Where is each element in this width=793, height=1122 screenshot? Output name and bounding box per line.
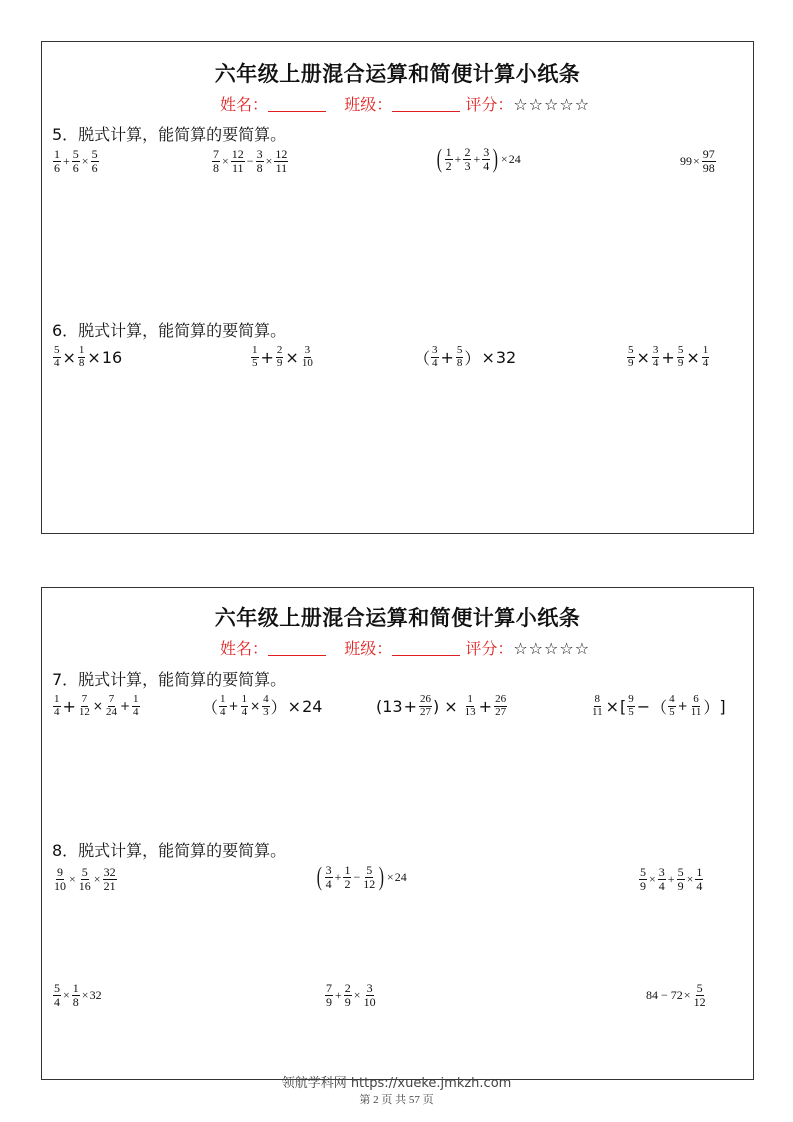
numerator: 1 xyxy=(54,147,60,161)
math-token: + xyxy=(334,869,342,884)
denominator: 9 xyxy=(677,878,684,893)
question-5-title: 5．脱式计算，能简算的要简算。 xyxy=(52,125,287,144)
math-token: × xyxy=(636,347,650,367)
fraction xyxy=(53,982,61,1008)
denominator: 21 xyxy=(103,878,116,893)
worksheet-card-1 xyxy=(41,41,754,534)
fraction xyxy=(363,982,377,1008)
denominator: 5 xyxy=(252,356,258,369)
denominator: 4 xyxy=(133,705,139,718)
fraction xyxy=(693,982,707,1008)
denominator: 12 xyxy=(693,994,706,1009)
math-token: 16 xyxy=(101,347,123,367)
numerator: 8 xyxy=(594,693,601,705)
fraction xyxy=(53,694,61,718)
student-info-line xyxy=(220,636,590,659)
name-label: 姓名： xyxy=(220,639,269,658)
math-token: × xyxy=(63,987,70,1002)
denominator: 8 xyxy=(256,160,263,175)
math-token: + xyxy=(260,347,274,367)
score-stars: ☆☆☆☆☆ xyxy=(513,95,591,114)
denominator: 2 xyxy=(445,158,452,173)
math-token: 24 xyxy=(394,869,407,884)
fraction xyxy=(72,982,80,1008)
denominator: 8 xyxy=(72,994,79,1009)
numerator: 3 xyxy=(304,344,311,356)
math-token: 32 xyxy=(89,987,102,1002)
denominator: 4 xyxy=(652,356,659,369)
denominator: 4 xyxy=(220,705,226,718)
score-label: 评分： xyxy=(465,639,514,658)
denominator: 11 xyxy=(592,705,603,718)
q7-expression-1 xyxy=(52,694,141,718)
numerator: 2 xyxy=(276,344,283,356)
denominator: 27 xyxy=(420,705,432,718)
fraction xyxy=(463,146,471,172)
numerator: 1 xyxy=(78,344,85,356)
numerator: 1 xyxy=(72,981,79,995)
fraction xyxy=(690,694,703,718)
q7-expression-4 xyxy=(590,694,726,718)
fraction xyxy=(658,866,666,892)
denominator: 3 xyxy=(464,158,471,173)
math-token: + xyxy=(403,696,418,716)
math-token: × xyxy=(481,347,495,367)
fraction xyxy=(72,148,80,174)
q8-expression-1 xyxy=(52,866,118,892)
class-label: 班级： xyxy=(344,95,393,114)
math-token: + xyxy=(335,987,342,1002)
denominator: 12 xyxy=(363,876,376,891)
numerator: 3 xyxy=(432,344,438,356)
numerator: 5 xyxy=(640,865,646,879)
math-token: − xyxy=(636,696,651,716)
math-token: + xyxy=(119,699,131,714)
math-token: ) xyxy=(492,144,499,174)
denominator: 5 xyxy=(628,705,634,718)
q8-expression-2 xyxy=(315,864,407,890)
fraction xyxy=(431,345,439,369)
denominator: 4 xyxy=(54,994,60,1009)
question-8-title: 8．脱式计算，能简算的要简算。 xyxy=(52,841,287,860)
fraction xyxy=(639,866,647,892)
fraction xyxy=(445,146,453,172)
q6-expression-4 xyxy=(626,345,710,369)
q7-expression-3 xyxy=(376,694,508,718)
math-token: − xyxy=(661,987,668,1002)
student-info-line xyxy=(220,92,590,115)
denominator: 10 xyxy=(301,356,313,369)
question-7-title: 7．脱式计算，能简算的要简算。 xyxy=(52,670,287,689)
math-token: × xyxy=(686,871,694,886)
q6-expression-3 xyxy=(414,345,516,369)
math-token: × xyxy=(222,153,229,168)
numerator: 26 xyxy=(495,693,507,705)
numerator: 5 xyxy=(81,865,88,879)
numerator: 7 xyxy=(213,147,219,161)
math-token: − xyxy=(353,869,361,884)
numerator: 12 xyxy=(231,147,244,161)
math-token: × xyxy=(93,871,101,886)
numerator: 4 xyxy=(263,693,269,705)
numerator: 97 xyxy=(702,147,715,161)
numerator: 6 xyxy=(693,693,699,705)
denominator: 5 xyxy=(669,705,675,718)
q8-expression-5 xyxy=(324,982,378,1008)
denominator: 16 xyxy=(78,878,91,893)
denominator: 10 xyxy=(54,878,66,893)
math-token: × xyxy=(353,987,361,1002)
denominator: 27 xyxy=(495,705,507,718)
math-token: × xyxy=(693,153,700,168)
fraction xyxy=(301,345,314,369)
denominator: 11 xyxy=(232,160,244,175)
fraction xyxy=(78,694,91,718)
numerator: 5 xyxy=(628,344,634,356)
denominator: 6 xyxy=(91,160,98,175)
math-token: ] xyxy=(719,696,726,716)
fraction xyxy=(702,148,716,174)
q8-expression-6 xyxy=(646,982,708,1008)
numerator: 9 xyxy=(57,865,63,879)
q8-expression-3 xyxy=(638,866,704,892)
numerator: 2 xyxy=(344,981,351,995)
numerator: 5 xyxy=(677,865,684,879)
denominator: 6 xyxy=(72,160,79,175)
numerator: 9 xyxy=(628,693,634,705)
denominator: 4 xyxy=(702,356,709,369)
denominator: 4 xyxy=(54,705,60,718)
numerator: 7 xyxy=(81,693,88,705)
math-token: + xyxy=(677,699,688,714)
denominator: 11 xyxy=(275,160,288,175)
math-token: × xyxy=(649,871,656,886)
denominator: 24 xyxy=(105,705,117,718)
numerator: 1 xyxy=(241,693,248,705)
fraction xyxy=(103,866,117,892)
math-token: × xyxy=(683,987,691,1002)
denominator: 2 xyxy=(344,876,351,891)
name-label: 姓名： xyxy=(220,95,269,114)
numerator: 32 xyxy=(103,865,116,879)
denominator: 13 xyxy=(464,705,476,718)
fraction xyxy=(251,345,259,369)
math-token: − xyxy=(246,153,254,168)
denominator: 4 xyxy=(483,158,490,173)
score-label: 评分： xyxy=(465,95,514,114)
denominator: 9 xyxy=(628,356,634,369)
denominator: 10 xyxy=(363,994,376,1009)
fraction xyxy=(362,864,376,890)
fraction xyxy=(494,694,507,718)
math-token: ) xyxy=(378,862,385,892)
math-token: × xyxy=(265,153,273,168)
math-token: ) xyxy=(433,696,440,716)
denominator: 4 xyxy=(54,356,60,369)
math-token: ( xyxy=(436,144,442,174)
numerator: 1 xyxy=(344,863,351,877)
denominator: 4 xyxy=(325,876,332,891)
denominator: 9 xyxy=(344,994,351,1009)
fraction xyxy=(219,694,227,718)
math-token: × xyxy=(250,699,261,714)
math-token: × xyxy=(87,347,101,367)
math-token: ） xyxy=(270,697,287,717)
numerator: 2 xyxy=(464,145,471,159)
watermark-link[interactable]: 领航学科网 https://xueke.jmkzh.com xyxy=(281,1076,512,1091)
denominator: 4 xyxy=(432,356,438,369)
q6-expression-1 xyxy=(52,345,122,369)
sheet-title: 六年级上册混合运算和简便计算小纸条 xyxy=(214,62,581,86)
math-token: + xyxy=(228,699,239,714)
math-token: （ xyxy=(414,348,431,368)
math-token: × xyxy=(287,696,302,716)
denominator: 98 xyxy=(702,160,715,175)
math-token: ） xyxy=(464,348,481,368)
math-token: + xyxy=(667,871,675,886)
math-token: ( xyxy=(376,696,383,716)
math-token: × xyxy=(81,153,89,168)
denominator: 9 xyxy=(640,878,646,893)
fraction xyxy=(652,345,660,369)
math-token: × xyxy=(444,696,458,716)
math-token: （ xyxy=(651,697,668,717)
math-token: 99 xyxy=(680,153,692,168)
fraction xyxy=(53,345,61,369)
denominator: 11 xyxy=(690,705,702,718)
numerator: 5 xyxy=(54,981,60,995)
numerator: 5 xyxy=(696,981,703,995)
denominator: 4 xyxy=(241,705,248,718)
q5-expression-3 xyxy=(435,146,521,172)
q5-expression-4 xyxy=(680,148,717,174)
math-token: [ xyxy=(620,696,627,716)
numerator: 1 xyxy=(467,693,473,705)
math-token: × xyxy=(62,347,76,367)
numerator: 5 xyxy=(456,344,463,356)
denominator: 8 xyxy=(456,356,463,369)
numerator: 3 xyxy=(652,344,659,356)
name-blank[interactable] xyxy=(268,655,326,656)
math-token: × xyxy=(92,699,103,714)
numerator: 5 xyxy=(677,344,684,356)
math-token: 13 xyxy=(382,696,403,716)
denominator: 4 xyxy=(658,878,665,893)
question-6-title: 6．脱式计算，能简算的要简算。 xyxy=(52,321,287,340)
numerator: 3 xyxy=(256,147,263,161)
numerator: 5 xyxy=(72,147,79,161)
numerator: 7 xyxy=(108,693,115,705)
fraction xyxy=(262,694,270,718)
name-blank[interactable] xyxy=(268,111,326,112)
numerator: 3 xyxy=(366,981,373,995)
math-token: + xyxy=(454,151,462,166)
numerator: 1 xyxy=(54,693,60,705)
numerator: 4 xyxy=(669,693,675,705)
denominator: 12 xyxy=(78,705,90,718)
fraction xyxy=(325,982,333,1008)
denominator: 4 xyxy=(696,878,703,893)
numerator: 1 xyxy=(220,693,226,705)
math-token: + xyxy=(661,347,675,367)
math-token: × xyxy=(285,347,299,367)
math-token: 84 xyxy=(646,987,658,1002)
sheet-title: 六年级上册混合运算和简便计算小纸条 xyxy=(214,606,581,630)
numerator: 1 xyxy=(133,693,139,705)
math-token: （ xyxy=(202,697,219,717)
math-token: + xyxy=(63,153,70,168)
fraction xyxy=(695,866,703,892)
fraction xyxy=(325,864,333,890)
math-token: + xyxy=(440,347,454,367)
denominator: 3 xyxy=(263,705,269,718)
numerator: 3 xyxy=(658,865,665,879)
fraction xyxy=(702,345,710,369)
fraction xyxy=(274,148,288,174)
fraction xyxy=(627,345,635,369)
fraction xyxy=(464,694,477,718)
math-token: 32 xyxy=(495,347,517,367)
q5-expression-2 xyxy=(211,148,289,174)
fraction xyxy=(677,866,685,892)
numerator: 5 xyxy=(54,344,60,356)
fraction xyxy=(677,345,685,369)
class-label: 班级： xyxy=(344,639,393,658)
fraction xyxy=(78,345,86,369)
fraction xyxy=(53,148,61,174)
math-token: × xyxy=(500,151,508,166)
worksheet-card-2 xyxy=(41,587,754,1080)
math-token: ） xyxy=(703,697,720,717)
numerator: 5 xyxy=(91,147,98,161)
numerator: 1 xyxy=(252,344,258,356)
fraction xyxy=(343,864,351,890)
fraction xyxy=(53,866,67,892)
denominator: 9 xyxy=(677,356,684,369)
math-token: 24 xyxy=(508,151,521,166)
q6-expression-2 xyxy=(250,345,315,369)
math-token: + xyxy=(478,696,493,716)
fraction xyxy=(231,148,245,174)
math-token: × xyxy=(686,347,700,367)
fraction xyxy=(456,345,464,369)
numerator: 7 xyxy=(326,981,332,995)
fraction xyxy=(241,694,249,718)
math-token: 24 xyxy=(302,696,323,716)
math-token: + xyxy=(473,151,481,166)
numerator: 3 xyxy=(483,145,490,159)
denominator: 9 xyxy=(276,356,283,369)
fraction xyxy=(132,694,140,718)
fraction xyxy=(668,694,676,718)
math-token: × xyxy=(386,869,394,884)
fraction xyxy=(256,148,264,174)
fraction xyxy=(344,982,352,1008)
numerator: 1 xyxy=(445,145,452,159)
fraction xyxy=(419,694,432,718)
numerator: 5 xyxy=(366,863,373,877)
fraction xyxy=(591,694,604,718)
fraction xyxy=(212,148,220,174)
denominator: 6 xyxy=(54,160,60,175)
math-token: × xyxy=(81,987,89,1002)
denominator: 8 xyxy=(213,160,219,175)
fraction xyxy=(105,694,118,718)
fraction xyxy=(91,148,99,174)
fraction xyxy=(78,866,92,892)
score-stars: ☆☆☆☆☆ xyxy=(513,639,591,658)
math-token: + xyxy=(62,696,76,716)
numerator: 12 xyxy=(275,147,288,161)
q7-expression-2 xyxy=(202,694,322,718)
class-blank[interactable] xyxy=(392,655,460,656)
numerator: 3 xyxy=(325,863,332,877)
denominator: 9 xyxy=(326,994,332,1009)
numerator: 1 xyxy=(696,865,703,879)
math-token: ( xyxy=(316,862,322,892)
math-token: 72 xyxy=(670,987,683,1002)
math-token: × xyxy=(605,696,619,716)
q8-expression-4 xyxy=(52,982,102,1008)
math-token: × xyxy=(69,871,76,886)
numerator: 26 xyxy=(420,693,432,705)
numerator: 1 xyxy=(702,344,709,356)
q5-expression-1 xyxy=(52,148,100,174)
page-number: 第 2 页 共 57 页 xyxy=(359,1094,434,1106)
denominator: 8 xyxy=(78,356,85,369)
fraction xyxy=(276,345,284,369)
fraction xyxy=(482,146,490,172)
class-blank[interactable] xyxy=(392,111,460,112)
fraction xyxy=(627,694,635,718)
